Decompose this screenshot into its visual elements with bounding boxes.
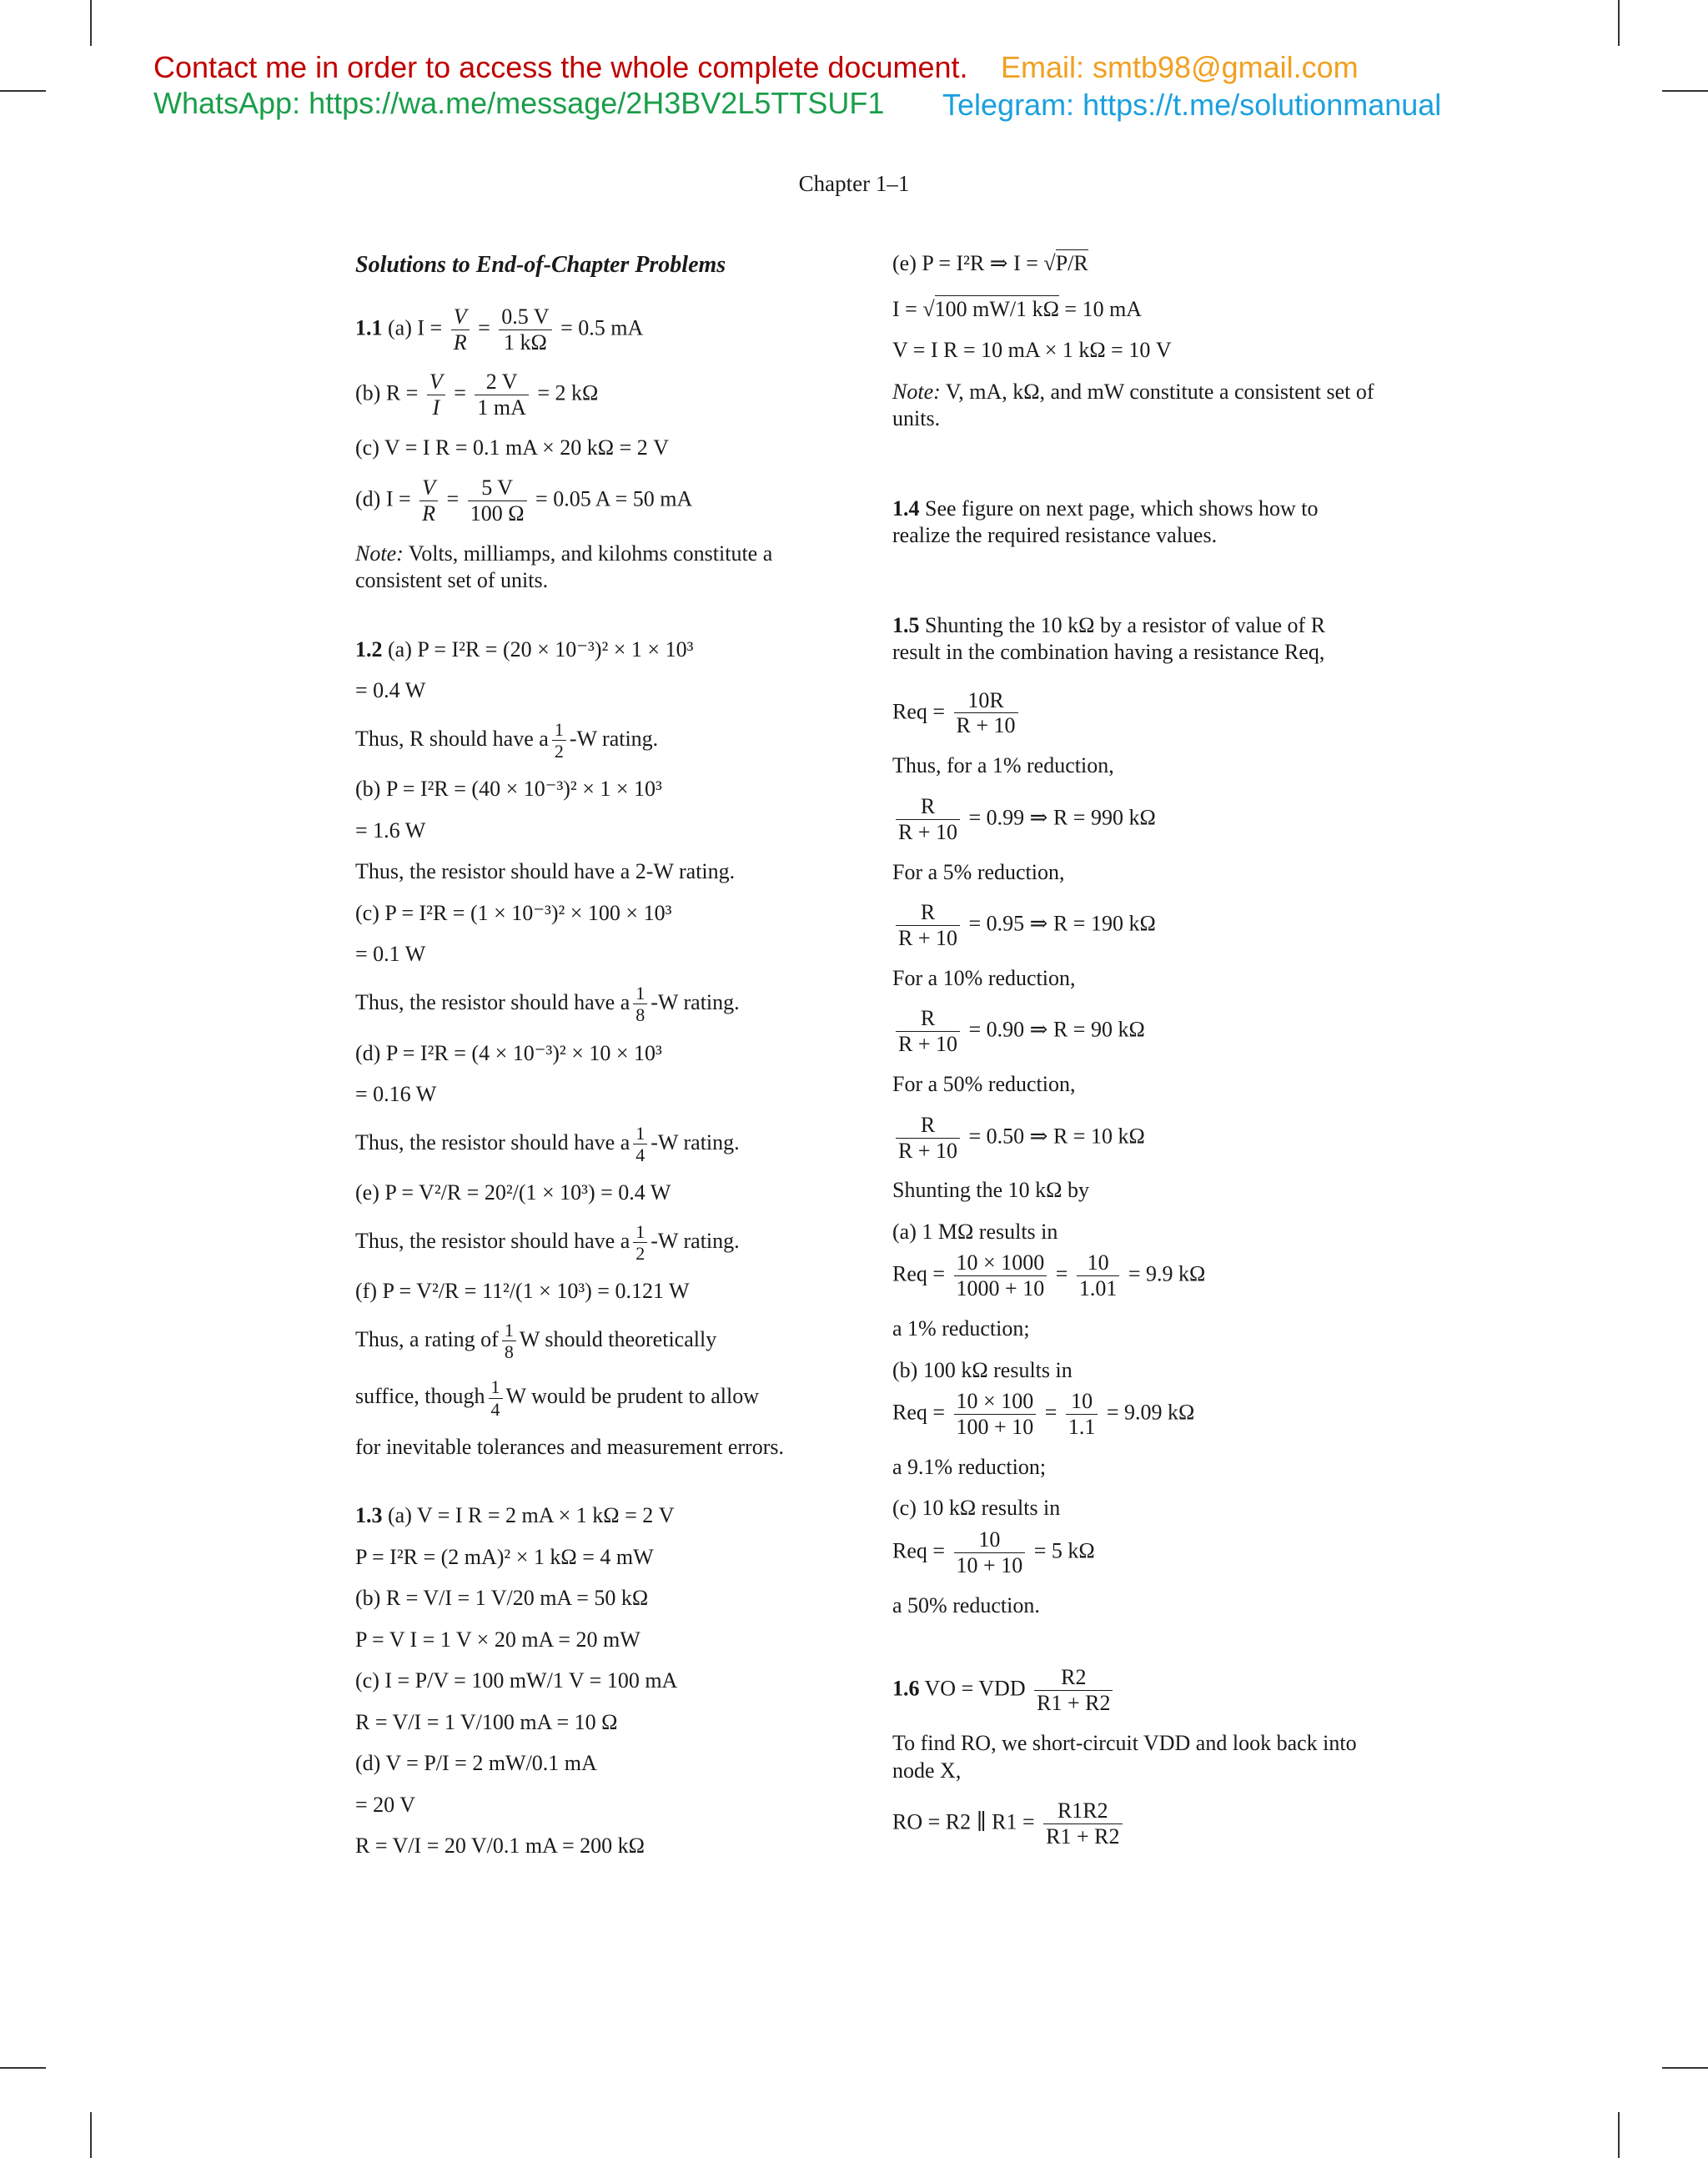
problem-1-2-a-rating — [355, 719, 839, 762]
fraction: $\frac{1}{8}$ — [633, 983, 647, 1026]
reduction-50-eq — [892, 1113, 1376, 1164]
problem-1-5-intro — [892, 612, 1376, 667]
crop-mark-top-right-horizontal — [1662, 90, 1708, 92]
eq-text: Thus, a rating of — [355, 1326, 499, 1351]
eq-text: Req = — [892, 1538, 946, 1563]
eq-text: Thus, the resistor should have a — [355, 1228, 630, 1253]
problem-1-2-f-rating — [355, 1320, 839, 1363]
problem-1-3-d: (d) V = P/I = 2 mW/0.1 mA — [355, 1751, 597, 1776]
problem-number: 1.3 — [355, 1503, 383, 1528]
eq-text: = 9.9 kΩ — [1128, 1261, 1206, 1286]
eq-text: W would be prudent to allow — [505, 1384, 760, 1409]
eq-text: suffice, though — [355, 1384, 485, 1409]
problem-1-3-b: (b) R = V/I = 1 V/20 mA = 50 kΩ — [355, 1586, 649, 1611]
problem-1-2-b: (b) P = I²R = (40 × 10⁻³)² × 1 × 10³ — [355, 777, 662, 802]
eq-text: I = — [892, 296, 917, 321]
crop-mark-top-right-vertical — [1618, 0, 1620, 46]
eq-text: Req = — [892, 1261, 946, 1286]
eq-text: = — [478, 315, 490, 340]
fraction: $\frac{5 V}{100 \Omega}$ — [468, 475, 527, 526]
fraction: $\frac{1}{2}$ — [552, 719, 566, 762]
fraction: $\frac{10}{1.1}$ — [1066, 1389, 1098, 1440]
crop-mark-bottom-left-horizontal — [0, 2067, 46, 2069]
telegram-link[interactable]: Telegram: https://t.me/solutionmanual — [942, 88, 1442, 122]
req-formula — [892, 688, 1376, 739]
eq-text: = 10 mA — [1064, 296, 1143, 321]
problem-1-2-a — [355, 636, 839, 664]
fraction: $\frac{V}{R}$ — [451, 304, 470, 355]
shunt-a-text: (a) 1 MΩ results in — [892, 1219, 1058, 1244]
eq-text: (d) I = — [355, 486, 411, 511]
problem-1-3-d-resistance: R = V/I = 20 V/0.1 mA = 200 kΩ — [355, 1834, 645, 1859]
problem-1-2-c-rating — [355, 983, 839, 1026]
fraction: $\frac{10}{10 + 10}$ — [954, 1527, 1026, 1578]
eq-text: = — [1044, 1400, 1057, 1425]
problem-text: See figure on next page, which shows how to realize the required resistance values. — [892, 495, 1319, 547]
problem-text: Shunting the 10 kΩ by a resistor of value of R result in the combination having a resistance Req, — [892, 612, 1326, 664]
reduction-10-text: For a 10% reduction, — [892, 965, 1076, 990]
problem-1-3-c-resistance: R = V/I = 1 V/100 mA = 10 Ω — [355, 1709, 618, 1734]
shunt-text: Shunting the 10 kΩ by — [892, 1178, 1089, 1203]
fraction: $\frac{R}{R + 10}$ — [896, 1006, 960, 1057]
problem-1-2-f-tolerance: for inevitable tolerances and measurement errors. — [355, 1434, 784, 1459]
note-label: Note: — [892, 379, 941, 404]
fraction: $\frac{R}{R + 10}$ — [896, 900, 960, 951]
fraction: $\frac{10 \times 100}{100 + 10}$ — [954, 1389, 1037, 1440]
fraction: $\frac{1}{8}$ — [502, 1320, 516, 1363]
problem-1-2-d-rating — [355, 1123, 839, 1166]
problem-1-2-e-rating — [355, 1221, 839, 1265]
problem-1-6-text: To find RO, we short-circuit VDD and look back into node X, — [892, 1731, 1357, 1783]
sqrt-content: P/R — [1055, 251, 1088, 275]
eq-text: = — [446, 486, 460, 511]
note-label: Note: — [355, 541, 404, 566]
problem-1-2-d: (d) P = I²R = (4 × 10⁻³)² × 10 × 10³ — [355, 1040, 662, 1065]
fraction: $\frac{V}{R}$ — [419, 475, 438, 526]
shunt-b-eq — [892, 1389, 1376, 1440]
reduction-50-text: For a 50% reduction, — [892, 1072, 1076, 1097]
fraction: $\frac{1}{2}$ — [633, 1221, 647, 1265]
problem-number: 1.4 — [892, 495, 920, 521]
problem-1-3-a-power: P = I²R = (2 mA)² × 1 kΩ = 4 mW — [355, 1544, 654, 1569]
chapter-label: Chapter 1–1 — [798, 171, 910, 196]
reduction-1-eq — [892, 794, 1376, 845]
eq-text: = 0.05 A = 50 mA — [535, 486, 693, 511]
problem-1-4 — [892, 495, 1376, 550]
shunt-c-text: (c) 10 kΩ results in — [892, 1496, 1061, 1521]
contact-notice: Contact me in order to access the whole complete document. — [153, 50, 968, 84]
eq-text: (b) R = — [355, 380, 419, 405]
shunt-a-eq — [892, 1250, 1376, 1301]
eq-text: -W rating. — [651, 989, 740, 1014]
fraction: $\frac{2 V}{1 mA}$ — [475, 370, 529, 420]
fraction: $\frac{R}{R + 10}$ — [896, 1113, 960, 1164]
eq-text: W should theoretically — [519, 1326, 717, 1351]
problem-1-3-b-power: P = V I = 1 V × 20 mA = 20 mW — [355, 1627, 640, 1652]
problem-1-6-ro — [892, 1798, 1376, 1849]
eq-text: = 5 kΩ — [1033, 1538, 1095, 1563]
problem-1-3-e-voltage: V = I R = 10 mA × 1 kΩ = 10 V — [892, 338, 1172, 362]
shunt-a-reduction: a 1% reduction; — [892, 1316, 1030, 1341]
problem-number: 1.1 — [355, 315, 383, 340]
section-heading: Solutions to End-of-Chapter Problems — [355, 252, 726, 278]
problem-1-2-e: (e) P = V²/R = 20²/(1 × 10³) = 0.4 W — [355, 1180, 671, 1205]
right-column — [892, 250, 1376, 1864]
problem-1-1-c: (c) V = I R = 0.1 mA × 20 kΩ = 2 V — [355, 435, 670, 460]
email-link[interactable]: Email: smtb98@gmail.com — [1001, 50, 1359, 84]
fraction: $\frac{R}{R + 10}$ — [896, 794, 960, 845]
eq-text: (a) I = — [388, 315, 443, 340]
eq-text: -W rating. — [651, 1228, 740, 1253]
fraction: $\frac{10 \times 1000}{1000 + 10}$ — [954, 1250, 1047, 1301]
fraction: $\frac{1}{4}$ — [489, 1376, 503, 1420]
crop-mark-top-left-vertical — [90, 0, 92, 46]
shunt-b-reduction: a 9.1% reduction; — [892, 1454, 1047, 1479]
problem-number: 1.5 — [892, 612, 920, 637]
problem-1-3-e-current — [892, 296, 1376, 324]
problem-1-1-a — [355, 304, 839, 355]
fraction: $\frac{V}{I}$ — [427, 370, 445, 420]
fraction: $\frac{10R}{R + 10}$ — [954, 688, 1018, 739]
eq-text: = — [454, 380, 466, 405]
eq-text: Thus, the resistor should have a — [355, 989, 630, 1014]
crop-mark-bottom-left-vertical — [90, 2112, 92, 2158]
problem-1-3-e — [892, 250, 1376, 278]
whatsapp-link[interactable]: WhatsApp: https://wa.me/message/2H3BV2L5TTSUF1 — [153, 86, 885, 120]
eq-text: (a) V = I R = 2 mA × 1 kΩ = 2 V — [388, 1503, 675, 1528]
shunt-b-text: (b) 100 kΩ results in — [892, 1357, 1073, 1382]
eq-text: = — [1055, 1261, 1068, 1286]
eq-text: = 2 kΩ — [537, 380, 599, 405]
reduction-5-eq — [892, 900, 1376, 951]
eq-text: = 0.90 ⇒ R = 90 kΩ — [968, 1017, 1145, 1042]
sqrt-sign: √ — [922, 296, 935, 321]
reduction-10-eq — [892, 1006, 1376, 1057]
crop-mark-top-left-horizontal — [0, 90, 46, 92]
problem-1-1-note — [355, 541, 839, 595]
problem-1-2-b-result: = 1.6 W — [355, 817, 426, 843]
problem-1-6-vo — [892, 1665, 1376, 1716]
problem-number: 1.2 — [355, 636, 383, 661]
eq-text: = 0.95 ⇒ R = 190 kΩ — [968, 911, 1156, 936]
problem-1-1-b — [355, 370, 839, 420]
problem-1-3-a — [355, 1502, 839, 1530]
note-text: V, mA, kΩ, and mW constitute a consistent set of units. — [892, 379, 1374, 430]
fraction: $\frac{R1R2}{R1 + R2}$ — [1043, 1798, 1122, 1849]
eq-text: = 9.09 kΩ — [1106, 1400, 1195, 1425]
fraction: $\frac{0.5 V}{1 k\Omega}$ — [499, 304, 551, 355]
note-text: Volts, milliamps, and kilohms constitute a consistent set of units. — [355, 541, 773, 593]
reduction-5-text: For a 5% reduction, — [892, 859, 1065, 884]
problem-number: 1.6 — [892, 1676, 920, 1701]
reduction-1-text: Thus, for a 1% reduction, — [892, 753, 1114, 778]
problem-1-2-c-result: = 0.1 W — [355, 942, 426, 967]
problem-1-3-c: (c) I = P/V = 100 mW/1 V = 100 mA — [355, 1668, 678, 1693]
problem-1-2-d-result: = 0.16 W — [355, 1082, 437, 1107]
problem-1-2-c: (c) P = I²R = (1 × 10⁻³)² × 100 × 10³ — [355, 900, 672, 925]
eq-text: Thus, R should have a — [355, 726, 549, 751]
problem-1-3-note — [892, 379, 1376, 433]
eq-text: (a) P = I²R = (20 × 10⁻³)² × 1 × 10³ — [388, 636, 694, 661]
fraction: $\frac{R2}{R1 + R2}$ — [1034, 1665, 1113, 1716]
eq-text: = 0.5 mA — [560, 315, 644, 340]
eq-text: Req = — [892, 698, 946, 723]
fraction: $\frac{1}{4}$ — [633, 1123, 647, 1166]
fraction: $\frac{10}{1.01}$ — [1077, 1250, 1120, 1301]
eq-text: = 0.99 ⇒ R = 990 kΩ — [968, 805, 1156, 830]
eq-text: (e) P = I²R ⇒ I = — [892, 251, 1038, 275]
problem-1-2-f: (f) P = V²/R = 11²/(1 × 10³) = 0.121 W — [355, 1279, 690, 1304]
sqrt-content: 100 mW/1 kΩ — [934, 296, 1059, 321]
problem-1-1-d — [355, 475, 839, 526]
eq-text: -W rating. — [569, 726, 659, 751]
shunt-c-reduction: a 50% reduction. — [892, 1592, 1040, 1617]
eq-text: RO = R2 ∥ R1 = — [892, 1809, 1035, 1834]
eq-text: -W rating. — [651, 1129, 740, 1154]
eq-text: Thus, the resistor should have a — [355, 1129, 630, 1154]
eq-text: VO = VDD — [924, 1676, 1026, 1701]
left-column — [355, 250, 839, 1874]
sqrt-sign: √ — [1043, 251, 1056, 275]
problem-1-2-a-result: = 0.4 W — [355, 678, 426, 703]
problem-1-2-b-rating: Thus, the resistor should have a 2-W rating. — [355, 859, 736, 884]
crop-mark-bottom-right-horizontal — [1662, 2067, 1708, 2069]
eq-text: = 0.50 ⇒ R = 10 kΩ — [968, 1123, 1145, 1148]
problem-1-2-f-suffice — [355, 1376, 839, 1420]
crop-mark-bottom-right-vertical — [1618, 2112, 1620, 2158]
eq-text: Req = — [892, 1400, 946, 1425]
shunt-c-eq — [892, 1527, 1376, 1578]
problem-1-3-d-result: = 20 V — [355, 1792, 415, 1817]
